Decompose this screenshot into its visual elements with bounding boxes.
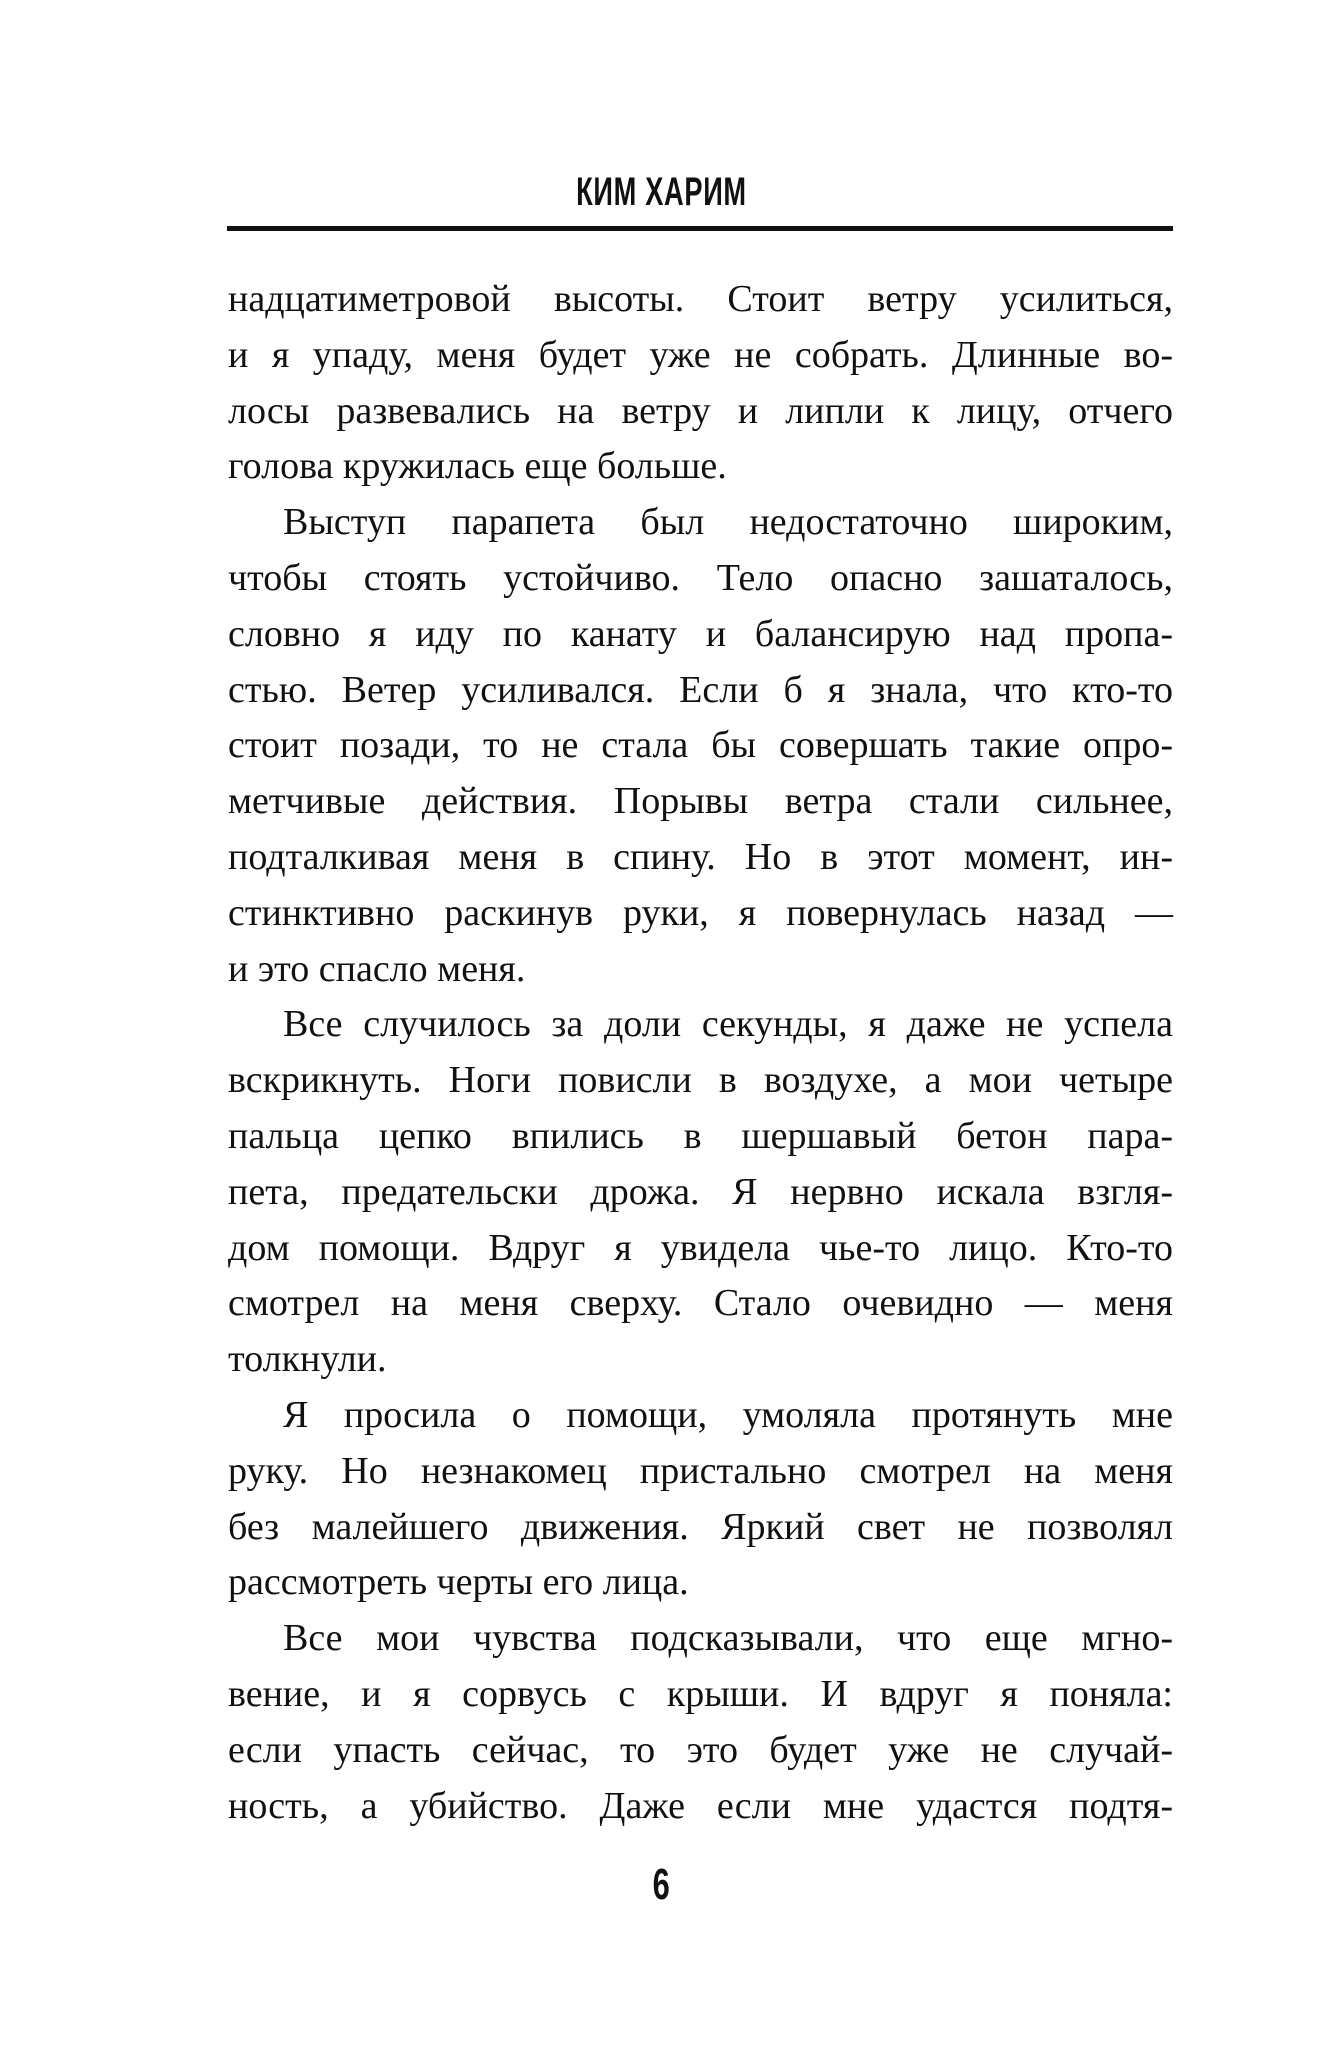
page-number: 6 [652, 1860, 671, 1909]
running-header [0, 170, 1323, 215]
text-line: словно я иду по канату и балансирую над пропа- [228, 612, 1173, 655]
text-line: стоит позади, то не стала бы совершать такие опро- [228, 724, 1173, 767]
text-line: лосы развевались на ветру и липли к лицу, отчего [228, 389, 1173, 432]
text-line: толкнули. [228, 1338, 387, 1381]
text-line: рассмотреть черты его лица. [228, 1561, 689, 1604]
text-line: и я упаду, меня будет уже не собрать. Длинные во- [228, 333, 1173, 376]
text-line: ность, а убийство. Даже если мне удастся подтя- [228, 1784, 1173, 1827]
text-line: пальца цепко впились в шершавый бетон пара- [228, 1114, 1173, 1157]
text-line: без малейшего движения. Яркий свет не позволял [228, 1505, 1173, 1548]
text-line: руку. Но незнакомец пристально смотрел на меня [228, 1449, 1173, 1492]
text-line: стинктивно раскинув руки, я повернулась назад — [228, 891, 1173, 934]
text-line: Все случилось за доли секунды, я даже не успела [283, 1003, 1173, 1046]
text-line: дом помощи. Вдруг я увидела чье-то лицо. Кто-то [228, 1226, 1173, 1269]
text-line: и это спасло меня. [228, 947, 526, 990]
text-line: если упасть сейчас, то это будет уже не случай- [228, 1728, 1173, 1771]
text-line: вскрикнуть. Ноги повисли в воздухе, а мои четыре [228, 1059, 1173, 1102]
text-line: пета, предательски дрожа. Я нервно искала взгля- [228, 1170, 1173, 1213]
text-line: подталкивая меня в спину. Но в этот момент, ин- [228, 835, 1173, 878]
author-name: КИМ ХАРИМ [576, 170, 747, 214]
text-line: Я просила о помощи, умоляла протянуть мне [283, 1393, 1173, 1436]
text-line: голова кружилась еще больше. [228, 445, 727, 488]
text-line: Все мои чувства подсказывали, что еще мгно- [283, 1617, 1173, 1660]
page-number-container [0, 1860, 1323, 1910]
body-text [228, 272, 1173, 1834]
header-rule [227, 226, 1173, 231]
text-line: смотрел на меня сверху. Стало очевидно — меня [228, 1282, 1173, 1325]
text-line: Выступ парапета был недостаточно широким, [283, 501, 1173, 544]
text-line: стью. Ветер усиливался. Если б я знала, что кто-то [228, 668, 1173, 711]
text-line: метчивые действия. Порывы ветра стали сильнее, [228, 780, 1173, 823]
text-line: вение, и я сорвусь с крыши. И вдруг я поняла: [228, 1672, 1173, 1715]
text-line: чтобы стоять устойчиво. Тело опасно зашаталось, [228, 556, 1173, 599]
text-line: надцатиметровой высоты. Стоит ветру усилиться, [228, 278, 1173, 320]
